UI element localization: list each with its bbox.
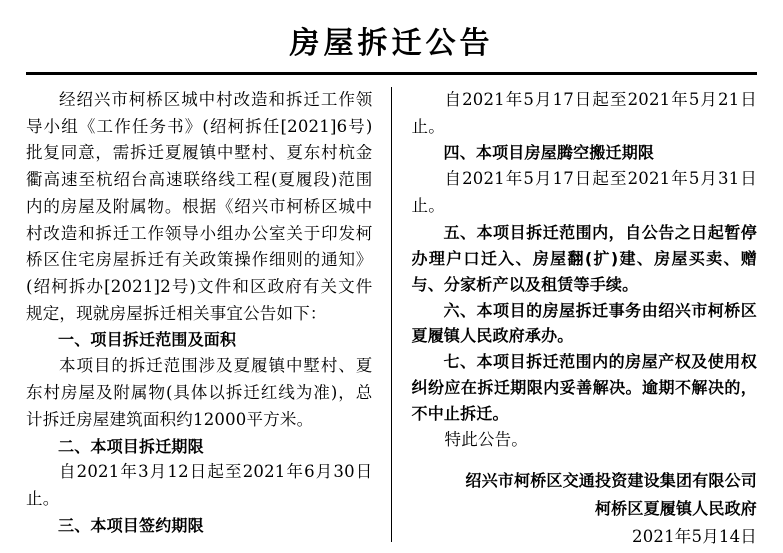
section-heading-7: 七、本项目拆迁范围内的房屋产权及使用权纠纷应在拆迁期限内妥善解决。逾期不解决的，不中止拆迁。 xyxy=(411,352,757,424)
section-body-1: 本项目的拆迁范围涉及夏履镇中墅村、夏东村房屋及附属物(具体以拆迁红线为准)，总计拆迁房屋建筑面积约12000平方米。 xyxy=(26,356,373,429)
section-body-4: 自2021年5月17日起至2021年5月31日止。 xyxy=(411,169,757,216)
left-column xyxy=(26,87,392,542)
section-heading-6: 六、本项目的房屋拆迁事务由绍兴市柯桥区夏履镇人民政府承办。 xyxy=(411,300,757,346)
signature-org-2: 柯桥区夏履镇人民政府 xyxy=(594,498,757,518)
paragraph-intro: 经绍兴市柯桥区城中村改造和拆迁工作领导小组《工作任务书》(绍柯拆任[2021]6号)批复同意，需拆迁夏履镇中墅村、夏东村杭金衢高速至杭绍台高速联络线工程(夏履段)范围内的房屋及附属物。根据《绍兴市柯桥区城中村改造和拆迁工作领导小组办公室关于印发柯桥区住宅房屋拆迁有关政策操作细则的通知》(绍柯拆办[2021]2号)文件和区政府有关文件规定，现就房屋拆迁相关事宜公告如下： xyxy=(26,90,373,323)
section-heading-4: 四、本项目房屋腾空搬迁期限 xyxy=(443,143,655,163)
signature-org-1: 绍兴市柯桥区交通投资建设集团有限公司 xyxy=(465,470,757,490)
section-heading-2: 二、本项目拆迁期限 xyxy=(58,436,204,456)
signature-date: 2021年5月14日 xyxy=(632,526,757,546)
signature-block xyxy=(412,468,758,551)
section-body-2: 自2021年3月12日起至2021年6月30日止。 xyxy=(26,462,373,509)
columns-container xyxy=(26,87,757,546)
title-divider xyxy=(26,72,757,75)
section-heading-5: 五、本项目拆迁范围内，自公告之日起暂停办理户口迁入、房屋翻(扩)建、房屋买卖、赠与、分家析产以及租赁等手续。 xyxy=(411,222,757,294)
closing-note: 特此公告。 xyxy=(444,430,528,450)
section-body-3: 自2021年5月17日起至2021年5月21日止。 xyxy=(411,90,757,136)
section-heading-1: 一、项目拆迁范围及面积 xyxy=(58,330,237,350)
page-title: 房屋拆迁公告 xyxy=(289,26,494,61)
right-column xyxy=(392,87,758,546)
section-heading-3: 三、本项目签约期限 xyxy=(58,515,204,535)
